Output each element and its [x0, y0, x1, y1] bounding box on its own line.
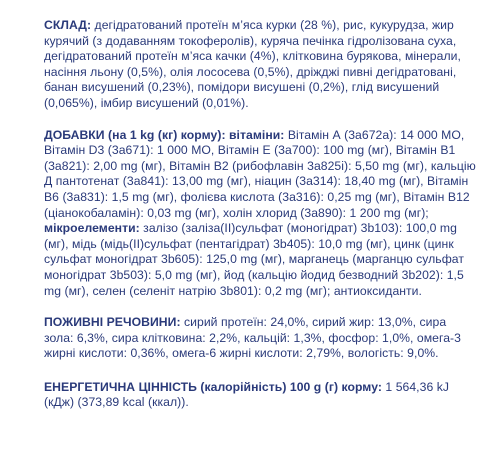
microelements-label: мікроелементи:	[44, 221, 140, 236]
composition-label: СКЛАД:	[44, 18, 92, 32]
microelements-text: залізо (заліза(ІІ)сульфат (моногідрат) 3b103): 100,0 mg (мг), мідь (мідь(ІІ)сульфат (пентагідрат) 3b405): 10,0 mg (мг), цинк (цинк сульфат моногідрат 3b605): 125,0 mg (мг), марганець (марганцю сульфат моногідрат 3b503): 5,0 mg (мг), йод (кальцію йодид безводний 3b202): 1,5 mg (мг), селен (селеніт натрію 3b801): 0,2 mg (мг); антиоксиданти.	[44, 221, 464, 298]
energy-label: ЕНЕРГЕТИЧНА ЦІННІСТЬ (калорійність) 100 g (г) корму:	[44, 379, 382, 394]
energy-text: 1 564,36 kJ (кДж) (373,89 kcal (ккал)).	[44, 379, 450, 410]
composition-section	[44, 18, 478, 112]
nutrients-section	[44, 315, 478, 362]
energy-section	[44, 380, 478, 411]
vitamins-label: вітаміни:	[225, 127, 285, 142]
nutrients-text: сирий протеїн: 24,0%, сирий жир: 13,0%, сира зола: 6,3%, сира клітковина: 2,2%, кальцій: 1,3%, фосфор: 1,0%, омега-3 жирні кислоти: 0,36%, омега-6 жирні кислоти: 2,79%, вологість: 9,0%.	[44, 315, 461, 361]
additives-section	[44, 128, 478, 300]
nutrients-label: ПОЖИВНІ РЕЧОВИНИ:	[44, 315, 181, 330]
composition-text: дегідратований протеїн м’яса курки (28 %), рис, кукурудза, жир курячий (з додаванням токоферолів), куряча печінка гідролізована суха, дегідратований протеїн м’яса качки (4%), клітковина бурякова, мінерали, насіння льону (0,5%), олія лососева (0,5%), дріжджі пивні дегідратовані, банан висушений (0,23%), помідори висушені (0,2%), глід висушений (0,065%), імбир висушений (0,01%).	[44, 18, 461, 110]
vitamins-text: Вітамін А (3а672а): 14 000 МО, Вітамін D3 (3а671): 1 000 МО, Вітамін Е (3а700): 100 mg (мг), Вітамін B1 (3а821): 2,00 mg (мг), Вітамін B2 (рибофлавін 3а825i): 5,50 mg (мг), кальцію Д пантотенат (3а841): 13,00 mg (мг), ніацин (3а314): 18,40 mg (мг), Вітамін B6 (3а831): 1,5 mg (мг), фолієва кислота (3а316): 0,25 mg (мг), Вітамін В12 (ціанокобаламін): 0,03 mg (мг), холін хлорид (3а890): 1 200 mg (мг);	[44, 127, 476, 220]
additives-label: ДОБАВКИ (на 1 kg (кг) корму):	[44, 127, 226, 142]
